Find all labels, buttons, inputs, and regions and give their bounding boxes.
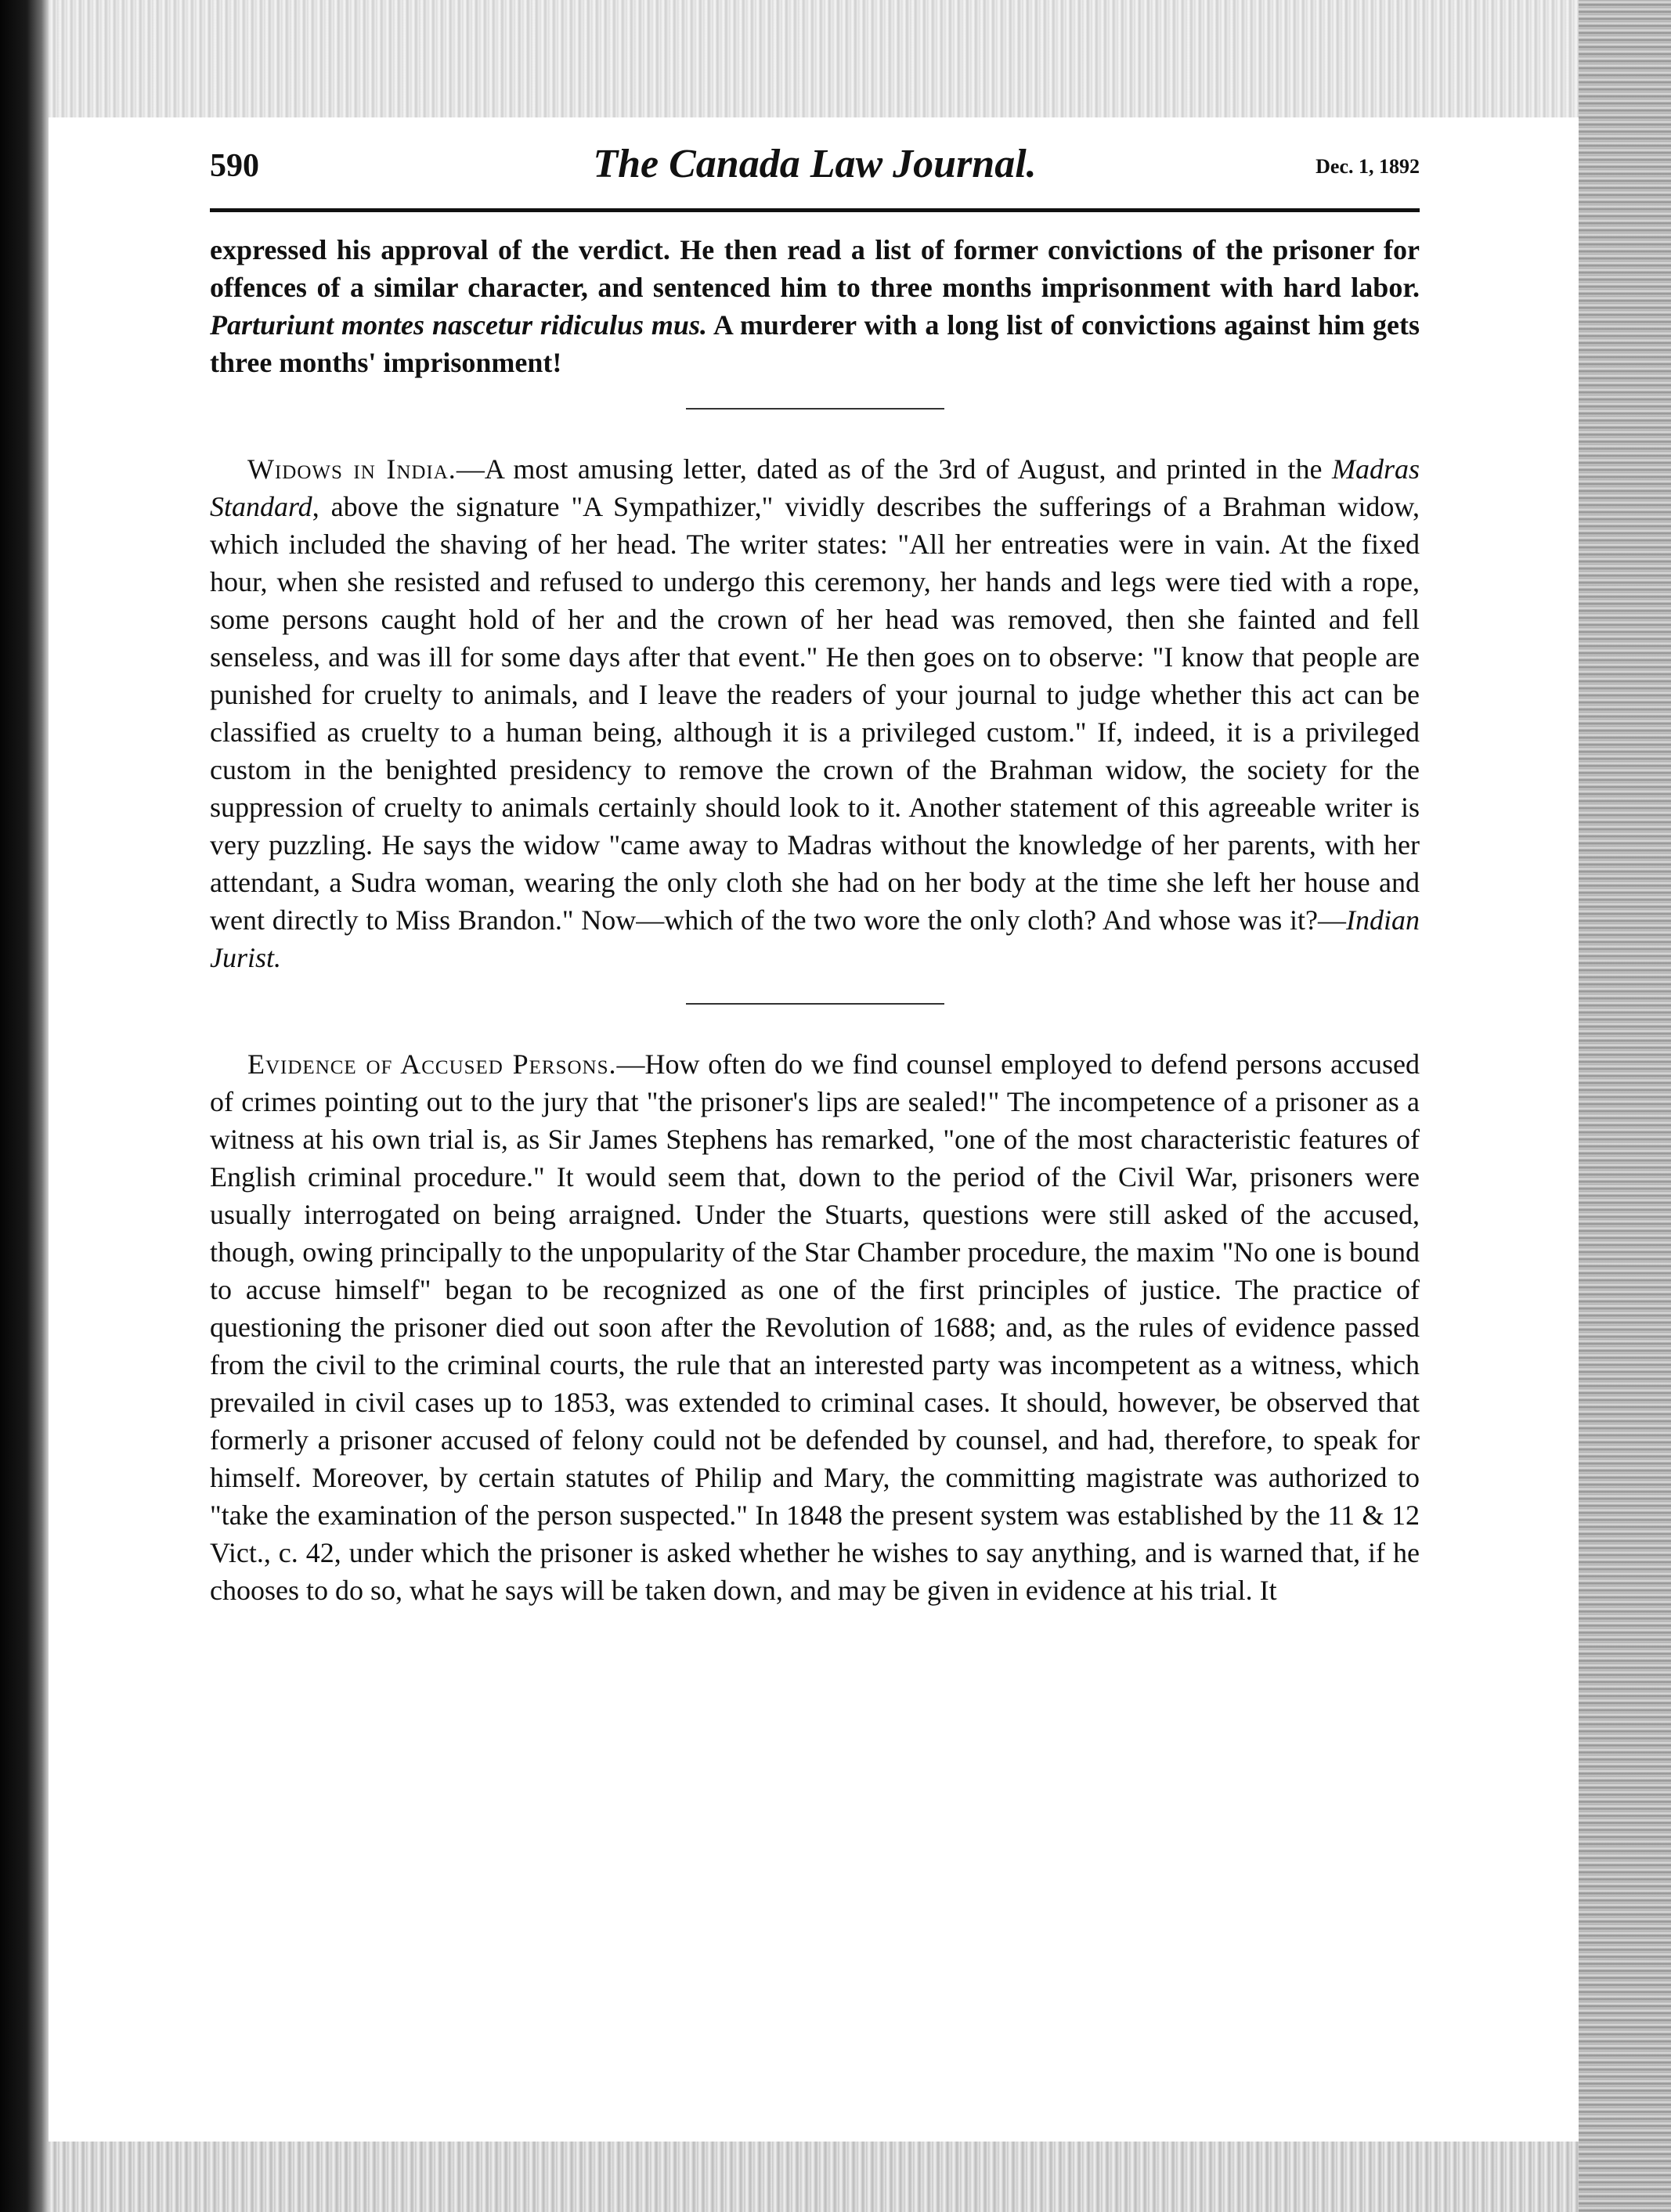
header-rule	[210, 208, 1420, 212]
scan-shadow-right	[1579, 0, 1671, 2212]
section-divider	[686, 1003, 944, 1005]
section-heading-evidence: Evidence of Accused Persons.	[247, 1048, 617, 1080]
continued-paragraph	[210, 231, 1420, 381]
scan-noise-top	[49, 0, 1579, 117]
scan-noise-bottom	[49, 2142, 1579, 2212]
evidence-paragraph	[210, 1045, 1420, 1609]
widows-in-india-paragraph	[210, 450, 1420, 976]
source-citation: Indian Jurist.	[210, 904, 1420, 973]
widows-text-body: , above the signature "A Sympathizer," vividly describes the sufferings of a Brahman widow, which included the shaving of her head. The writer states: "All her entreaties were in vain. At the fixed hour, when she resisted and refused to undergo this ceremony, her hands and legs were tied with a rope, some persons caught hold of her and the crown of her head was removed, then she fainted and fell senseless, and was ill for some days after that event." He then goes on to observe: "I know that people are punished for cruelty to animals, and I leave the readers of your journal to judge whether this act can be classified as cruelty to a human being, although it is a privileged custom." If, indeed, it is a privileged custom in the benighted presidency to remove the crown of the Brahman widow, the society for the suppression of cruelty to animals certainly should look to it. Another statement of this agreeable writer is very puzzling. He says the widow "came away to Madras without the knowledge of her parents, with her attendant, a Sudra woman, wearing the only cloth she had on her body at the time she left her house and went directly to Miss Brandon." Now—which of the two wore the only cloth? And whose was it?—	[210, 491, 1420, 936]
journal-page	[210, 141, 1420, 1609]
issue-date: Dec. 1, 1892	[1316, 155, 1420, 178]
intro-text-end: A murderer with a long list of convictions against him gets three months' imprisonment!	[210, 309, 1420, 378]
page-number: 590	[210, 148, 259, 184]
intro-text: expressed his approval of the verdict. He then read a list of former convictions of the prisoner for offences of a similar character, and sentenced him to three months imprisonment with hard labor.	[210, 234, 1420, 303]
newspaper-name: Madras Standard	[210, 453, 1420, 522]
scan-shadow-left	[0, 0, 49, 2212]
journal-title: The Canada Law Journal.	[593, 142, 1037, 186]
latin-quote: Parturiunt montes nascetur ridiculus mus.	[210, 309, 707, 341]
section-divider	[686, 408, 944, 410]
section-heading-widows: Widows in India.	[247, 453, 457, 485]
widows-text: —A most amusing letter, dated as of the 3rd of August, and printed in the	[456, 453, 1332, 485]
evidence-text: —How often do we find counsel employed to defend persons accused of crimes pointing out to the jury that "the prisoner's lips are sealed!" The incompetence of a prisoner as a witness at his own trial is, as Sir James Stephens has remarked, "one of the most characteristic features of English criminal procedure." It would seem that, down to the period of the Civil War, prisoners were usually interrogated on being arraigned. Under the Stuarts, questions were still asked of the accused, though, owing principally to the unpopularity of the Star Chamber procedure, the maxim "No one is bound to accuse himself" began to be recognized as one of the first principles of justice. The practice of questioning the prisoner died out soon after the Revolution of 1688; and, as the rules of evidence passed from the civil to the criminal courts, the rule that an interested party was incompetent as a witness, which prevailed in civil cases up to 1853, was extended to criminal cases. It should, however, be observed that formerly a prisoner accused of felony could not be defended by counsel, and had, therefore, to speak for himself. Moreover, by certain statutes of Philip and Mary, the committing magistrate was authorized to "take the examination of the person suspected." In 1848 the present system was established by the 11 & 12 Vict., c. 42, under which the prisoner is asked whether he wishes to say anything, and is warned that, if he chooses to do so, what he says will be taken down, and may be given in evidence at his trial. It	[210, 1048, 1420, 1606]
running-header	[210, 141, 1420, 204]
